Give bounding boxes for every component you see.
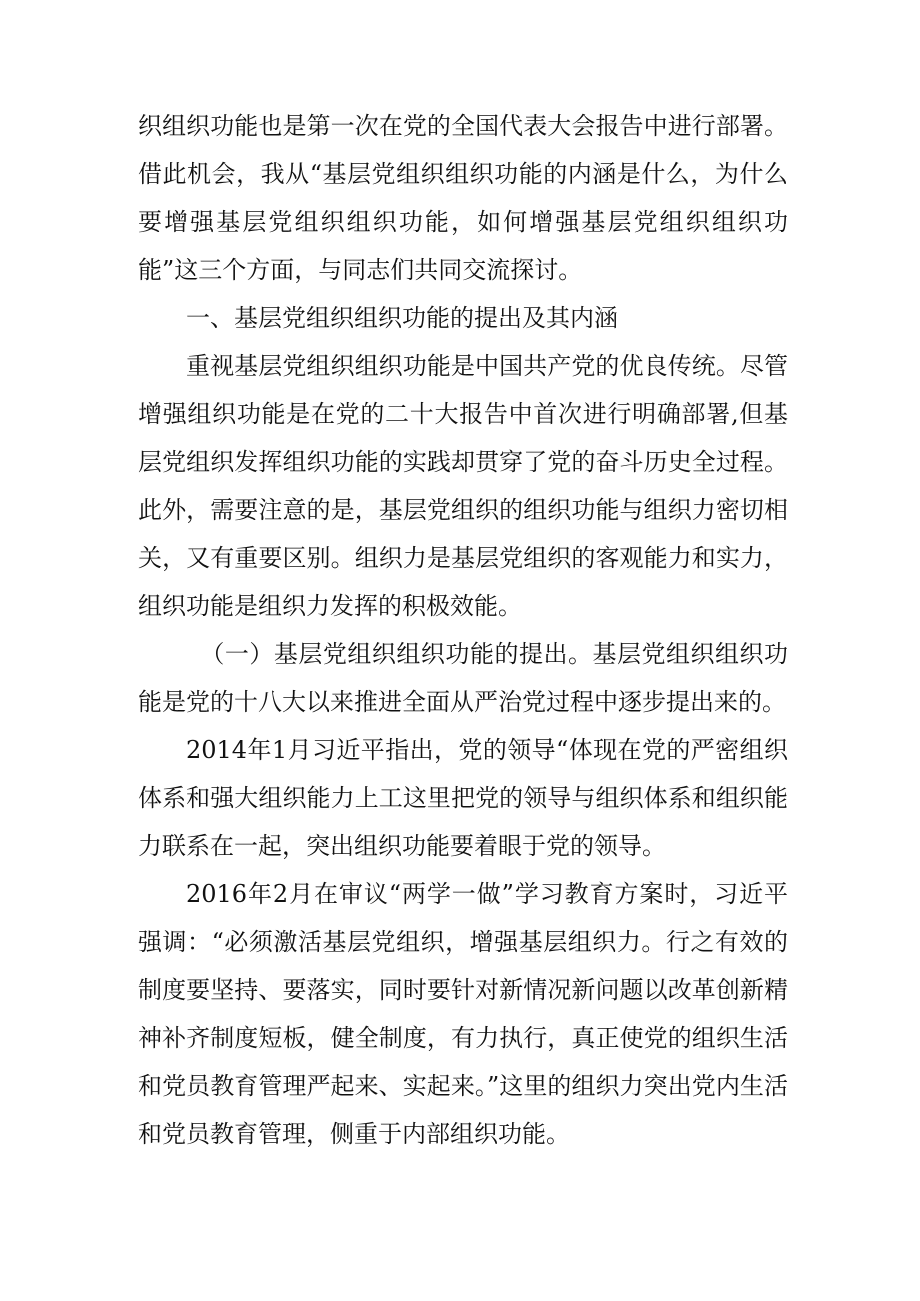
paragraph: 2016年2月在审议“两学一做”学习教育方案时，习近平强调：“必须激活基层党组织，增强基层组织力。行之有效的制度要坚持、要落实，同时要针对新情况新问题以改革创新精神补齐制度短板，健全制度，有力执行，真正使党的组织生活和党员教育管理严起来、实起来。”这里的组织力突出党内生活和党员教育管理，侧重于内部组织功能。: [138, 880, 788, 1148]
paragraph-continuation: 织组织功能也是第一次在党的全国代表大会报告中进行部署。借此机会，我从“基层党组织组织功能的内涵是什么，为什么要增强基层党组织组织功能，如何增强基层党组织组织功能”这三个方面，与同志们共同交流探讨。: [138, 112, 788, 284]
document-body: [138, 102, 788, 1158]
paragraph: 重视基层党组织组织功能是中国共产党的优良传统。尽管增强组织功能是在党的二十大报告中首次进行明确部署,但基层党组织发挥组织功能的实践却贯穿了党的奋斗历史全过程。此外，需要注意的是，基层党组织的组织功能与组织力密切相关，又有重要区别。组织力是基层党组织的客观能力和实力，组织功能是组织力发挥的积极效能。: [138, 352, 788, 620]
paragraph: 2014年1月习近平指出，党的领导“体现在党的严密组织体系和强大组织能力上工这里把党的领导与组织体系和组织能力联系在一起，突出组织功能要着眼于党的领导。: [138, 736, 788, 860]
section-heading: 一、基层党组织组织功能的提出及其内涵: [186, 304, 618, 332]
subsection-paragraph: （一）基层党组织组织功能的提出。基层党组织组织功能是党的十八大以来推进全面从严治党过程中逐步提出来的。: [138, 640, 788, 716]
